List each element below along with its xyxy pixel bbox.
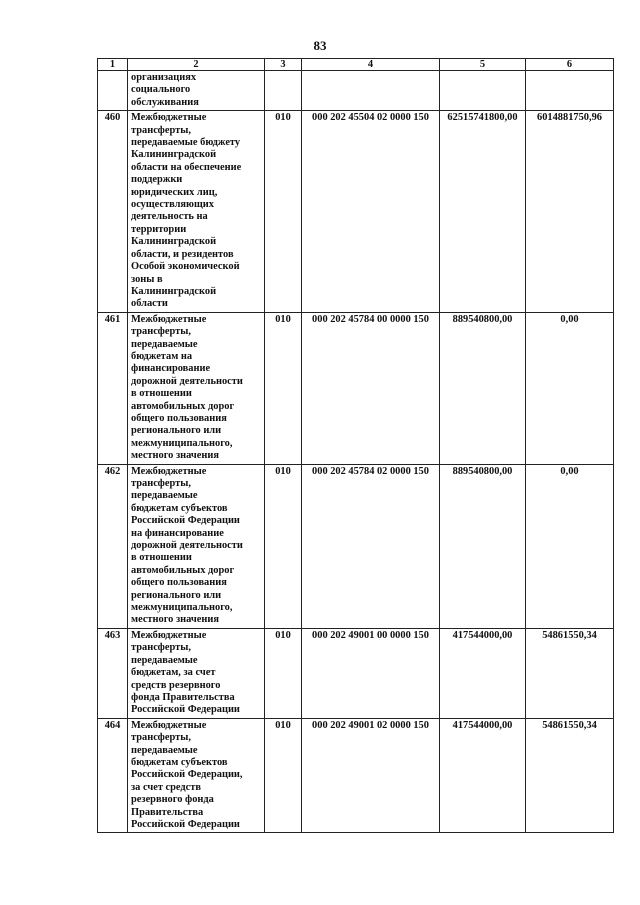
- description-line: социального: [131, 84, 191, 96]
- page-number: 83: [313, 38, 327, 53]
- description-line: финансирование: [131, 363, 211, 375]
- description-line: Калининградской: [131, 236, 217, 248]
- description-line: бюджетам, за счет: [131, 667, 216, 679]
- admin-code-cell: 010: [265, 312, 302, 464]
- table-row: [98, 111, 614, 313]
- admin-code-cell: 010: [265, 111, 302, 313]
- description-line: трансферты,: [131, 732, 191, 744]
- description-line: общего пользования: [131, 577, 227, 589]
- description-line: регионального или: [131, 589, 222, 601]
- description-line: обслуживания: [131, 96, 199, 108]
- description-line: средств резервного: [131, 679, 221, 691]
- planned-amount-cell: 417544000,00: [440, 718, 526, 833]
- continuation-row: [98, 71, 614, 111]
- description-line: Калининградской: [131, 149, 217, 161]
- description-cell: [128, 111, 265, 313]
- description-line: поддержки: [131, 174, 183, 186]
- table-row: [98, 628, 614, 718]
- description-line: за счет средств: [131, 781, 201, 793]
- description-line: Калининградской: [131, 285, 217, 297]
- budget-code-cell: 000 202 45784 00 0000 150: [302, 312, 440, 464]
- header-cell: 6: [526, 59, 614, 71]
- description-line: в отношении: [131, 552, 192, 564]
- description-line: Российской Федерации: [131, 818, 240, 830]
- description-line: Особой экономической: [131, 261, 240, 273]
- description-line: бюджетам на: [131, 350, 193, 362]
- description-line: в отношении: [131, 388, 192, 400]
- description-line: Межбюджетные: [131, 465, 207, 477]
- description-line: трансферты,: [131, 326, 191, 338]
- table-row: [98, 718, 614, 833]
- description-line: области, и резидентов: [131, 248, 234, 260]
- description-line: Межбюджетные: [131, 313, 207, 325]
- table-row: [98, 312, 614, 464]
- budget-code-cell: 000 202 45504 02 0000 150: [302, 111, 440, 313]
- description-line: передаваемые: [131, 744, 198, 756]
- description-line: передаваемые бюджету: [131, 137, 241, 149]
- actual-amount-cell: 6014881750,96: [526, 111, 614, 313]
- description-line: осуществляющих: [131, 199, 214, 211]
- description-line: местного значения: [131, 614, 219, 626]
- description-line: Российской Федерации: [131, 515, 240, 527]
- description-line: трансферты,: [131, 478, 191, 489]
- header-cell: 2: [128, 59, 265, 71]
- description-cell: [128, 628, 265, 718]
- description-line: трансферты,: [131, 642, 191, 654]
- row-number-cell: [98, 71, 128, 111]
- planned-amount-cell: 417544000,00: [440, 628, 526, 718]
- row-number-cell: 460: [98, 111, 128, 313]
- description-cell: [128, 464, 265, 628]
- header-cell: 5: [440, 59, 526, 71]
- row-number-cell: 462: [98, 464, 128, 628]
- description-line: Межбюджетные: [131, 629, 207, 641]
- description-line: Межбюджетные: [131, 112, 207, 124]
- planned-amount-cell: 889540800,00: [440, 312, 526, 464]
- header-cell: 3: [265, 59, 302, 71]
- actual-amount-cell: 54861550,34: [526, 718, 614, 833]
- table-body: [98, 71, 614, 833]
- description-line: фонда Правительства: [131, 691, 235, 703]
- budget-code-cell: 000 202 49001 02 0000 150: [302, 718, 440, 833]
- actual-amount-cell: [526, 71, 614, 111]
- description-line: бюджетам субъектов: [131, 756, 228, 768]
- description-line: Российской Федерации: [131, 704, 240, 716]
- budget-code-cell: 000 202 49001 00 0000 150: [302, 628, 440, 718]
- row-number-cell: 461: [98, 312, 128, 464]
- description-line: автомобильных дорог: [131, 564, 235, 576]
- description-line: Правительства: [131, 806, 204, 818]
- planned-amount-cell: 889540800,00: [440, 464, 526, 628]
- description-line: резервного фонда: [131, 794, 214, 806]
- planned-amount-cell: 62515741800,00: [440, 111, 526, 313]
- description-line: деятельность на: [131, 211, 208, 223]
- description-cell: [128, 312, 265, 464]
- header-row: [98, 59, 614, 71]
- description-line: дорожной деятельности: [131, 375, 243, 387]
- header-cell: 1: [98, 59, 128, 71]
- description-line: области на обеспечение: [131, 161, 242, 173]
- admin-code-cell: 010: [265, 628, 302, 718]
- description-line: юридических лиц,: [131, 186, 218, 198]
- actual-amount-cell: 54861550,34: [526, 628, 614, 718]
- budget-code-cell: [302, 71, 440, 111]
- admin-code-cell: [265, 71, 302, 111]
- description-cell: [128, 718, 265, 833]
- description-cell: [128, 71, 265, 111]
- description-line: Российской Федерации,: [131, 769, 243, 781]
- description-line: общего пользования: [131, 412, 227, 424]
- planned-amount-cell: [440, 71, 526, 111]
- admin-code-cell: 010: [265, 464, 302, 628]
- row-number-cell: 464: [98, 718, 128, 833]
- actual-amount-cell: 0,00: [526, 464, 614, 628]
- header-cell: 4: [302, 59, 440, 71]
- actual-amount-cell: 0,00: [526, 312, 614, 464]
- description-line: регионального или: [131, 425, 222, 437]
- description-line: зоны в: [131, 273, 163, 285]
- description-line: передаваемые: [131, 654, 198, 666]
- table-row: [98, 464, 614, 628]
- description-line: бюджетам субъектов: [131, 502, 228, 514]
- description-line: межмуниципального,: [131, 437, 233, 449]
- description-line: трансферты,: [131, 124, 191, 136]
- description-line: автомобильных дорог: [131, 400, 235, 412]
- description-line: межмуниципального,: [131, 602, 233, 614]
- description-line: Межбюджетные: [131, 719, 207, 731]
- admin-code-cell: 010: [265, 718, 302, 833]
- description-line: передаваемые: [131, 490, 198, 502]
- description-line: на финансирование: [131, 527, 224, 539]
- description-line: передаваемые: [131, 338, 198, 350]
- budget-code-cell: 000 202 45784 02 0000 150: [302, 464, 440, 628]
- description-line: организациях: [131, 72, 197, 83]
- budget-table: [97, 58, 614, 833]
- description-line: области: [131, 298, 168, 310]
- description-line: дорожной деятельности: [131, 540, 243, 552]
- description-line: местного значения: [131, 450, 219, 462]
- row-number-cell: 463: [98, 628, 128, 718]
- description-line: территории: [131, 223, 187, 235]
